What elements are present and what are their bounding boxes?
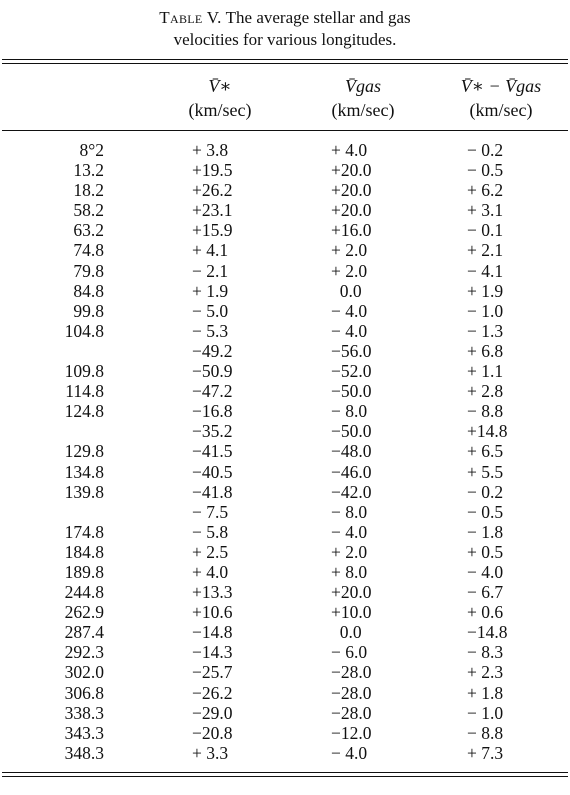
vstar-cell: +19.5: [192, 160, 233, 181]
diff-cell: − 0.2: [467, 140, 504, 160]
table-row: [0, 602, 570, 622]
diff-cell: − 0.2: [467, 481, 504, 502]
diff-cell: + 1.8: [467, 682, 504, 703]
vgas-cell: −28.0: [331, 662, 372, 683]
table-row: [0, 502, 570, 522]
diff-cell: + 6.8: [467, 340, 504, 361]
table-row: [0, 220, 570, 240]
longitude-cell: 338.3: [64, 702, 104, 723]
top-rule-2: [2, 63, 568, 64]
diff-cell: − 4.0: [467, 561, 504, 582]
diff-cell: + 7.3: [467, 742, 504, 763]
vgas-cell: +20.0: [331, 180, 372, 201]
longitude-cell: 184.8: [64, 541, 104, 562]
longitude-cell: 348.3: [64, 742, 104, 763]
longitude-cell: 262.9: [64, 602, 104, 623]
vgas-cell: −46.0: [331, 461, 372, 482]
table-row: [0, 562, 570, 582]
vstar-cell: − 7.5: [192, 501, 229, 522]
longitude-cell: 8°2: [79, 140, 104, 160]
vstar-cell: +26.2: [192, 180, 233, 201]
longitude-cell: 13.2: [73, 160, 104, 181]
header-diff-symbol: V̄∗ − V̄gas: [460, 76, 542, 96]
header-diff-unit: (km/sec): [469, 100, 533, 120]
diff-cell: − 8.3: [467, 642, 504, 663]
diff-cell: + 1.1: [467, 361, 504, 382]
table-row: [0, 482, 570, 502]
vstar-cell: −26.2: [192, 682, 233, 703]
header-vstar-symbol: V̄∗: [208, 76, 232, 96]
vgas-cell: 0.0: [331, 622, 362, 643]
diff-cell: − 1.8: [467, 521, 504, 542]
longitude-cell: 287.4: [64, 622, 104, 643]
header-vgas-symbol: V̄gas: [345, 76, 381, 96]
vstar-cell: −40.5: [192, 461, 233, 482]
diff-cell: + 6.2: [467, 180, 504, 201]
vstar-cell: + 3.3: [192, 742, 229, 763]
table-row: [0, 140, 570, 160]
diff-cell: − 0.5: [467, 501, 504, 522]
table-row: [0, 281, 570, 301]
vstar-cell: + 1.9: [192, 280, 229, 301]
vgas-cell: − 4.0: [331, 521, 368, 542]
caption-text-1: The average stellar and gas: [225, 8, 411, 27]
longitude-cell: 292.3: [64, 642, 104, 663]
vstar-cell: + 2.5: [192, 541, 229, 562]
vgas-cell: 0.0: [331, 280, 362, 301]
table-row: [0, 542, 570, 562]
table-body: [0, 140, 570, 763]
diff-cell: + 2.1: [467, 240, 504, 261]
vgas-cell: − 4.0: [331, 320, 368, 341]
vgas-cell: −12.0: [331, 722, 372, 743]
vgas-cell: +10.0: [331, 602, 372, 623]
table-row: [0, 361, 570, 381]
vstar-cell: − 5.8: [192, 521, 229, 542]
vgas-cell: +20.0: [331, 160, 372, 181]
vstar-cell: −50.9: [192, 361, 233, 382]
table-row: [0, 462, 570, 482]
vstar-cell: +15.9: [192, 220, 233, 241]
table-row: [0, 200, 570, 220]
header-vstar-unit: (km/sec): [188, 100, 252, 120]
diff-cell: − 1.0: [467, 300, 504, 321]
table-row: [0, 401, 570, 421]
vgas-cell: − 8.0: [331, 501, 368, 522]
vgas-cell: + 2.0: [331, 541, 368, 562]
vstar-cell: −20.8: [192, 722, 233, 743]
table-row: [0, 240, 570, 260]
table-row: [0, 683, 570, 703]
longitude-cell: 74.8: [73, 240, 104, 261]
longitude-cell: 139.8: [64, 481, 104, 502]
vstar-cell: −14.3: [192, 642, 233, 663]
vstar-cell: − 5.3: [192, 320, 229, 341]
longitude-cell: 114.8: [65, 381, 104, 402]
vstar-cell: −25.7: [192, 662, 233, 683]
diff-cell: + 5.5: [467, 461, 504, 482]
vstar-cell: +23.1: [192, 200, 233, 221]
table-row: [0, 160, 570, 180]
diff-cell: − 0.1: [467, 220, 504, 241]
vgas-cell: −28.0: [331, 682, 372, 703]
vstar-cell: + 4.1: [192, 240, 229, 261]
diff-cell: − 6.7: [467, 582, 504, 603]
vstar-cell: − 2.1: [192, 260, 229, 281]
vstar-cell: −35.2: [192, 421, 233, 442]
vgas-cell: −50.0: [331, 421, 372, 442]
table-row: [0, 341, 570, 361]
vgas-cell: −42.0: [331, 481, 372, 502]
longitude-cell: 18.2: [73, 180, 104, 201]
vstar-cell: −47.2: [192, 381, 233, 402]
table-row: [0, 703, 570, 723]
table-row: [0, 321, 570, 341]
vgas-cell: −56.0: [331, 340, 372, 361]
diff-cell: + 1.9: [467, 280, 504, 301]
diff-cell: − 1.3: [467, 320, 504, 341]
vstar-cell: −29.0: [192, 702, 233, 723]
longitude-cell: 174.8: [64, 521, 104, 542]
longitude-cell: 129.8: [64, 441, 104, 462]
diff-cell: − 0.5: [467, 160, 504, 181]
vgas-cell: − 4.0: [331, 300, 368, 321]
table-label: Table V.: [159, 8, 222, 27]
vstar-cell: −41.5: [192, 441, 233, 462]
table-row: [0, 522, 570, 542]
longitude-cell: 58.2: [73, 200, 104, 221]
diff-cell: +14.8: [467, 421, 508, 442]
diff-cell: + 6.5: [467, 441, 504, 462]
bottom-rule-2: [2, 776, 568, 777]
longitude-cell: 109.8: [64, 361, 104, 382]
longitude-cell: 189.8: [64, 561, 104, 582]
vstar-cell: + 4.0: [192, 561, 229, 582]
table-row: [0, 642, 570, 662]
header-vstar: [170, 76, 270, 120]
diff-cell: − 8.8: [467, 401, 504, 422]
table-caption-line-2: velocities for various longitudes.: [173, 30, 397, 49]
vstar-cell: −41.8: [192, 481, 233, 502]
vstar-cell: + 3.8: [192, 140, 229, 160]
diff-cell: − 8.8: [467, 722, 504, 743]
table-row: [0, 381, 570, 401]
vgas-cell: −28.0: [331, 702, 372, 723]
diff-cell: − 4.1: [467, 260, 504, 281]
table-row: [0, 441, 570, 461]
vgas-cell: − 6.0: [331, 642, 368, 663]
table-row: [0, 301, 570, 321]
vgas-cell: − 4.0: [331, 742, 368, 763]
vstar-cell: +13.3: [192, 582, 233, 603]
vstar-cell: −14.8: [192, 622, 233, 643]
diff-cell: + 0.5: [467, 541, 504, 562]
vgas-cell: +16.0: [331, 220, 372, 241]
header-vgas-unit: (km/sec): [331, 100, 395, 120]
header-rule: [2, 130, 568, 131]
vgas-cell: −52.0: [331, 361, 372, 382]
vgas-cell: + 2.0: [331, 240, 368, 261]
longitude-cell: 99.8: [73, 300, 104, 321]
diff-cell: + 3.1: [467, 200, 504, 221]
diff-cell: + 2.3: [467, 662, 504, 683]
table-row: [0, 582, 570, 602]
vstar-cell: +10.6: [192, 602, 233, 623]
top-rule-1: [2, 59, 568, 60]
longitude-cell: 84.8: [73, 280, 104, 301]
vgas-cell: +20.0: [331, 200, 372, 221]
table-row: [0, 743, 570, 763]
longitude-cell: 244.8: [64, 582, 104, 603]
vstar-cell: − 5.0: [192, 300, 229, 321]
vgas-cell: + 2.0: [331, 260, 368, 281]
vgas-cell: +20.0: [331, 582, 372, 603]
diff-cell: + 0.6: [467, 602, 504, 623]
table-caption-line-1: [0, 8, 570, 28]
table-row: [0, 261, 570, 281]
longitude-cell: 302.0: [64, 662, 104, 683]
header-vgas: [313, 76, 413, 120]
diff-cell: −14.8: [467, 622, 508, 643]
longitude-cell: 104.8: [64, 320, 104, 341]
longitude-cell: 134.8: [64, 461, 104, 482]
header-diff: [437, 76, 565, 120]
vstar-cell: −16.8: [192, 401, 233, 422]
longitude-cell: 63.2: [73, 220, 104, 241]
longitude-cell: 306.8: [64, 682, 104, 703]
table-row: [0, 622, 570, 642]
table-row: [0, 723, 570, 743]
vgas-cell: −48.0: [331, 441, 372, 462]
vstar-cell: −49.2: [192, 340, 233, 361]
vgas-cell: + 8.0: [331, 561, 368, 582]
table-row: [0, 662, 570, 682]
diff-cell: + 2.8: [467, 381, 504, 402]
bottom-rule-1: [2, 772, 568, 773]
vgas-cell: − 8.0: [331, 401, 368, 422]
longitude-cell: 79.8: [73, 260, 104, 281]
table-row: [0, 421, 570, 441]
vgas-cell: −50.0: [331, 381, 372, 402]
table-row: [0, 180, 570, 200]
longitude-cell: 343.3: [64, 722, 104, 743]
longitude-cell: 124.8: [64, 401, 104, 422]
vgas-cell: + 4.0: [331, 140, 368, 160]
diff-cell: − 1.0: [467, 702, 504, 723]
